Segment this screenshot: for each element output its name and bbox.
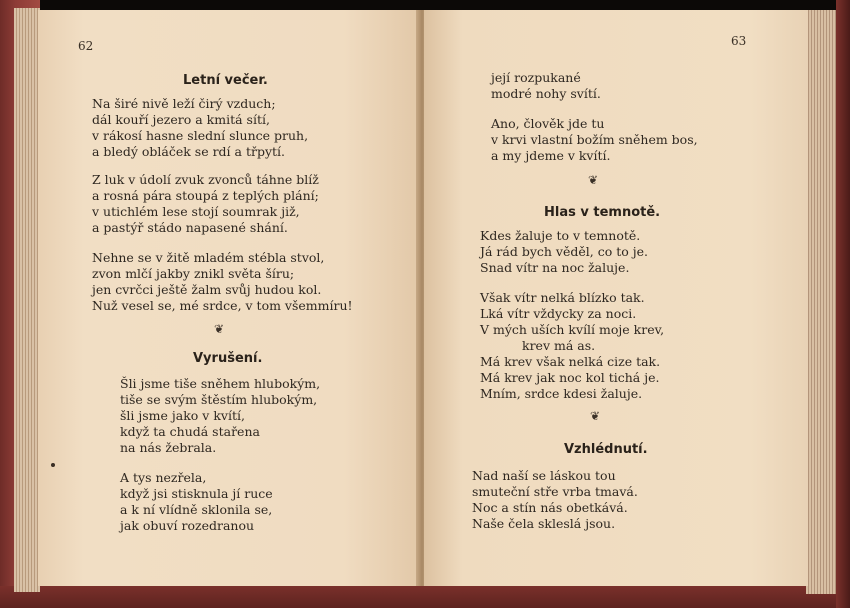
verse-line: v rákosí hasne slední slunce pruh, [92,128,309,143]
verse-line: jak obuví rozedranou [120,518,255,533]
verse-line: A tys nezřela, [120,470,207,485]
right-page [424,10,808,586]
verse-line: Nuž vesel se, mé srdce, v tom všemmíru! [92,298,353,313]
verse-line: Noc a stín nás obetkává. [472,500,628,515]
verse-line: Nehne se v žitě mladém stébla stvol, [92,250,325,265]
verse-line: na nás žebrala. [120,440,217,455]
verse-line: Snad vítr na noc žaluje. [480,260,630,275]
verse-line: v utichlém lese stojí soumrak již, [92,204,300,219]
poem-title-hlas-v-temnote: Hlas v temnotě. [544,205,661,220]
verse-line: smuteční stře vrba tmavá. [472,484,638,499]
verse-line: její rozpukané [491,70,581,85]
stanza [480,228,648,276]
verse-line: Však vítr nelká blízko tak. [480,290,645,305]
verse-line: Má krev však nelká cize tak. [480,354,661,369]
verse-line: v krvi vlastní božím sněhem bos, [491,132,698,147]
stanza [92,172,319,236]
verse-line: Naše čela skleslá jsou. [472,516,616,531]
book-cover-right [836,0,850,608]
verse-line: a bledý obláček se rdí a třpytí. [92,144,285,159]
verse-line: Mním, srdce kdesi žaluje. [480,386,643,401]
ornament-icon: ❦ [214,322,225,336]
verse-line: Má krev jak noc kol tichá je. [480,370,660,385]
left-page [38,10,420,586]
verse-line: Z luk v údolí zvuk zvonců táhne blíž [92,172,319,187]
verse-line: tiše se svým štěstím hlubokým, [120,392,318,407]
verse-line: a rosná pára stoupá z teplých plání; [92,188,319,203]
verse-line: a my jdeme v kvítí. [491,148,611,163]
stanza [120,470,273,534]
stanza [491,116,698,164]
verse-line: krev má as. [522,338,596,353]
poem-title-vzhlednuti: Vzhlédnutí. [564,442,648,457]
verse-line: šli jsme jako v kvítí, [120,408,245,423]
verse-line: Nad naší se láskou tou [472,468,616,483]
verse-line: Kdes žaluje to v temnotě. [480,228,641,243]
ink-dot [51,463,55,467]
page-number-left: 62 [78,39,94,53]
book-cover-bottom [0,586,850,608]
verse-line: Na širé nivě leží čirý vzduch; [92,96,276,111]
ornament-icon: ❦ [588,173,599,187]
poem-title-vyruseni: Vyrušení. [193,351,263,366]
verse-line: Ano, člověk jde tu [491,116,605,131]
stanza [92,250,353,314]
stanza [491,70,601,102]
page-edges-left [14,8,40,592]
verse-line: V mých uších kvílí moje krev, [480,322,665,337]
stanza [120,376,320,456]
stanza [92,96,308,160]
verse-line: Já rád bych věděl, co to je. [480,244,648,259]
verse-line: Šli jsme tiše sněhem hlubokým, [120,376,321,391]
verse-line: Lká vítr vždycky za noci. [480,306,637,321]
verse-line: když jsi stisknula jí ruce [120,486,273,501]
verse-line: když ta chudá stařena [120,424,260,439]
page-edges-right [806,10,836,594]
ornament-icon: ❦ [590,409,601,423]
verse-line: a k ní vlídně sklonila se, [120,502,273,517]
verse-line: a pastýř stádo napasené shání. [92,220,288,235]
stanza [472,468,638,532]
page-number-right: 63 [731,34,747,48]
stanza [480,290,664,402]
verse-line: zvon mlčí jakby znikl světa šíru; [92,266,295,281]
verse-line: jen cvrčci ještě žalm svůj hudou kol. [92,282,322,297]
poem-title-letni-vecer: Letní večer. [183,73,268,88]
verse-line: modré nohy svítí. [491,86,601,101]
verse-line: dál kouří jezero a kmitá sítí, [92,112,270,127]
